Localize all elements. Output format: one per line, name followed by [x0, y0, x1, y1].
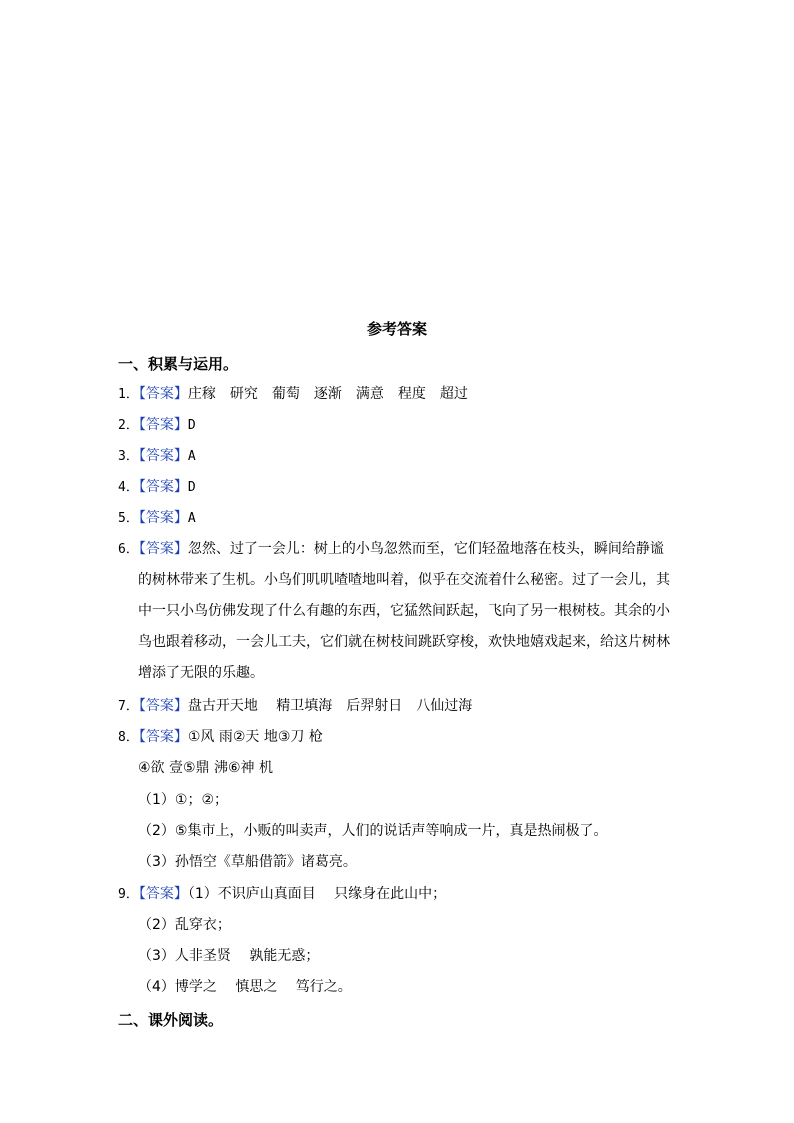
answer-tag: 【答案】 [138, 886, 188, 902]
answer-text-continued: 中一只小鸟仿佛发现了什么有趣的东西，它猛然间跃起，飞向了另一根树枝。其余的小 [138, 603, 670, 619]
item-number: 6． [118, 542, 139, 557]
item-number: 5． [118, 511, 139, 526]
item-number: 3． [118, 449, 139, 464]
answer-tag: 【答案】 [138, 417, 188, 433]
answer-item-1 [118, 384, 468, 405]
answer-text: 忽然、过了一会儿：树上的小鸟忽然而至，它们轻盈地落在枝头，瞬间给静谧 [187, 541, 664, 557]
answer-text: 庄稼 研究 葡萄 逐渐 满意 程度 超过 [187, 386, 468, 402]
sub-answer: （4）博学之 慎思之 笃行之。 [138, 979, 352, 995]
answer-text: A [187, 449, 196, 464]
answer-item-3 [118, 446, 196, 467]
answer-text-continued: 增添了无限的乐趣。 [138, 665, 264, 681]
answer-tag: 【答案】 [138, 541, 188, 557]
answer-text-continued: 的树林带来了生机。小鸟们叽叽喳喳地叫着，似乎在交流着什么秘密。过了一会儿，其 [138, 572, 670, 588]
answer-item-9 [118, 884, 446, 905]
sub-answer: （3）孙悟空《草船借箭》诸葛亮。 [138, 854, 357, 870]
item-number: 9． [118, 887, 139, 902]
page-title: 参考答案 [366, 320, 427, 338]
sub-answer: （1）①；②； [138, 792, 229, 808]
answer-text: ①风 雨②天 地③刀 枪 [187, 729, 323, 745]
answer-text: 盘古开天地 精卫填海 后羿射日 八仙过海 [187, 698, 473, 714]
item-number: 2． [118, 418, 139, 433]
answer-text: D [187, 418, 196, 433]
section-heading-2: 二、课外阅读。 [118, 1011, 224, 1029]
answer-item-8 [118, 727, 323, 748]
answer-text-continued: 鸟也跟着移动，一会儿工夫，它们就在树枝间跳跃穿梭，欢快地嬉戏起来，给这片树林 [138, 634, 670, 650]
answer-item-2 [118, 415, 196, 436]
answer-tag: 【答案】 [138, 729, 188, 745]
sub-answer: （2）⑤集市上，小贩的叫卖声，人们的说话声等响成一片，真是热闹极了。 [138, 823, 608, 839]
sub-answer: （2）乱穿衣； [138, 917, 231, 933]
answer-item-6 [118, 539, 664, 560]
sub-answer: （3）人非圣贤 孰能无惑； [138, 948, 320, 964]
item-number: 1． [118, 387, 139, 402]
answer-tag: 【答案】 [138, 386, 188, 402]
answer-tag: 【答案】 [138, 510, 188, 526]
answer-tag: 【答案】 [138, 448, 188, 464]
answer-text: （1）不识庐山真面目 只缘身在此山中； [187, 886, 447, 902]
answer-item-5 [118, 508, 196, 529]
answer-text: D [187, 480, 196, 495]
section-heading-1: 一、积累与运用。 [118, 355, 239, 373]
answer-tag: 【答案】 [138, 479, 188, 495]
item-number: 4． [118, 480, 139, 495]
answer-text-continued: ④欲 壹⑤鼎 沸⑥神 机 [138, 760, 274, 776]
answer-item-4 [118, 477, 196, 498]
answer-tag: 【答案】 [138, 698, 188, 714]
answer-item-7 [118, 696, 472, 717]
answer-text: A [187, 511, 196, 526]
item-number: 8． [118, 730, 139, 745]
item-number: 7． [118, 699, 139, 714]
